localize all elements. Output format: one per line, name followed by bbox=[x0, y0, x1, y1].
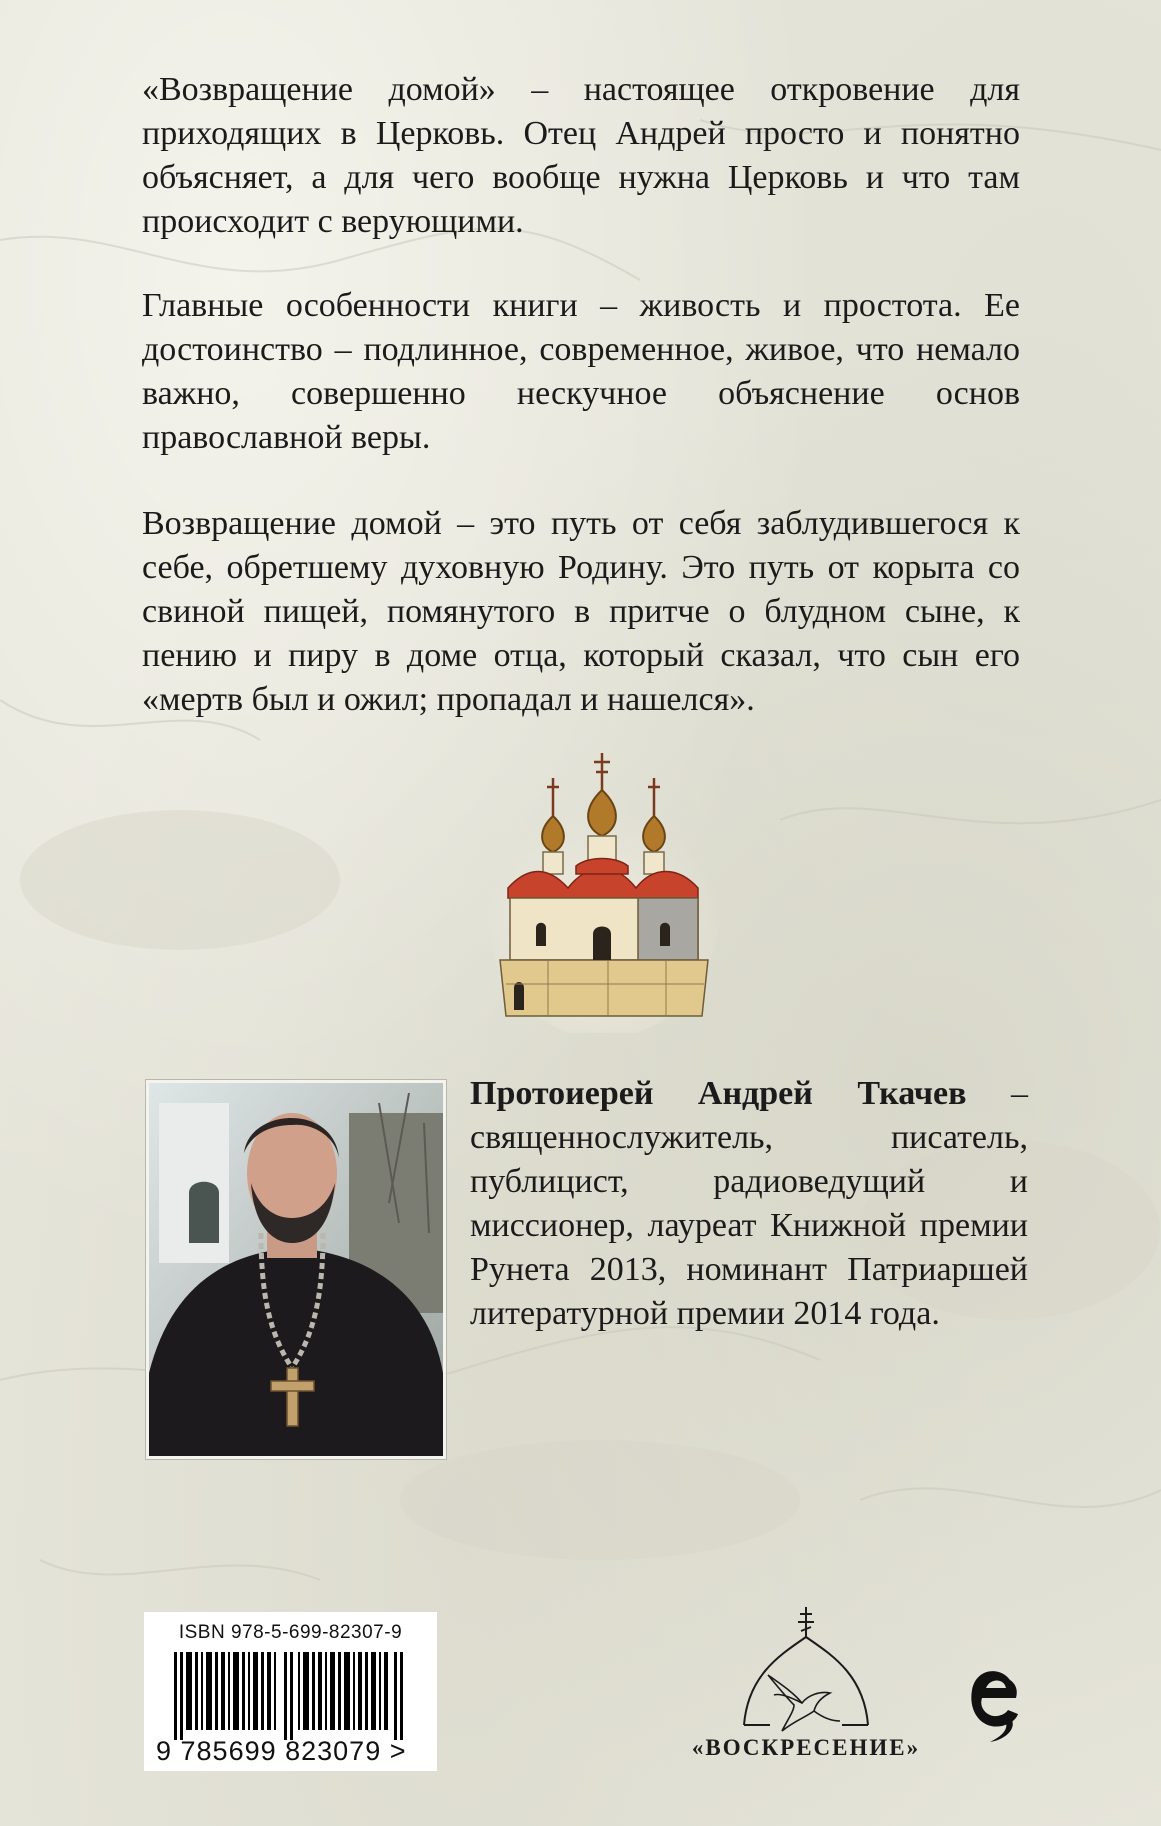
church-illustration-icon bbox=[488, 748, 718, 1033]
description-paragraph-2: Главные особенности книги – живость и простота. Ее достоинство – подлинное, современное, живое, что немало важно, совершенно нескучное объяснение основ православной веры. bbox=[142, 287, 1020, 456]
barcode-digits: 9 785699 823079 > bbox=[156, 1736, 407, 1766]
eksmo-logo-icon bbox=[964, 1660, 1024, 1744]
publisher-name: «ВОСКРЕСЕНИЕ» bbox=[691, 1735, 921, 1760]
author-photo bbox=[146, 1080, 446, 1459]
description-paragraph-3: Возвращение домой – это путь от себя заблудившегося к себе, обретшему духовную Родину. Это путь от корыта со свиной пищей, помянутого в притче о блудном сыне, к пению и пиру в доме отца, который сказал, что сын его «мертв был и ожил; пропадал и нашелся». bbox=[142, 505, 1020, 718]
author-bio bbox=[470, 1072, 1028, 1336]
author-name: Протоиерей Андрей Ткачев bbox=[470, 1075, 967, 1112]
barcode-bars bbox=[174, 1652, 414, 1740]
isbn-label: ISBN 978-5-699-82307-9 bbox=[178, 1622, 403, 1643]
description-paragraph-1: «Возвращение домой» – настоящее откровение для приходящих в Церковь. Отец Андрей просто и понятно объясняет, а для чего вообще нужна Церковь и что там происходит с верующими. bbox=[142, 71, 1020, 240]
isbn-barcode bbox=[144, 1612, 437, 1771]
author-bio-text: – священнослужитель, писатель, публицист, радиоведущий и миссионер, лауреат Книжной премии Рунета 2013, номинант Патриаршей литературной премии 2014 года. bbox=[470, 1075, 1028, 1332]
